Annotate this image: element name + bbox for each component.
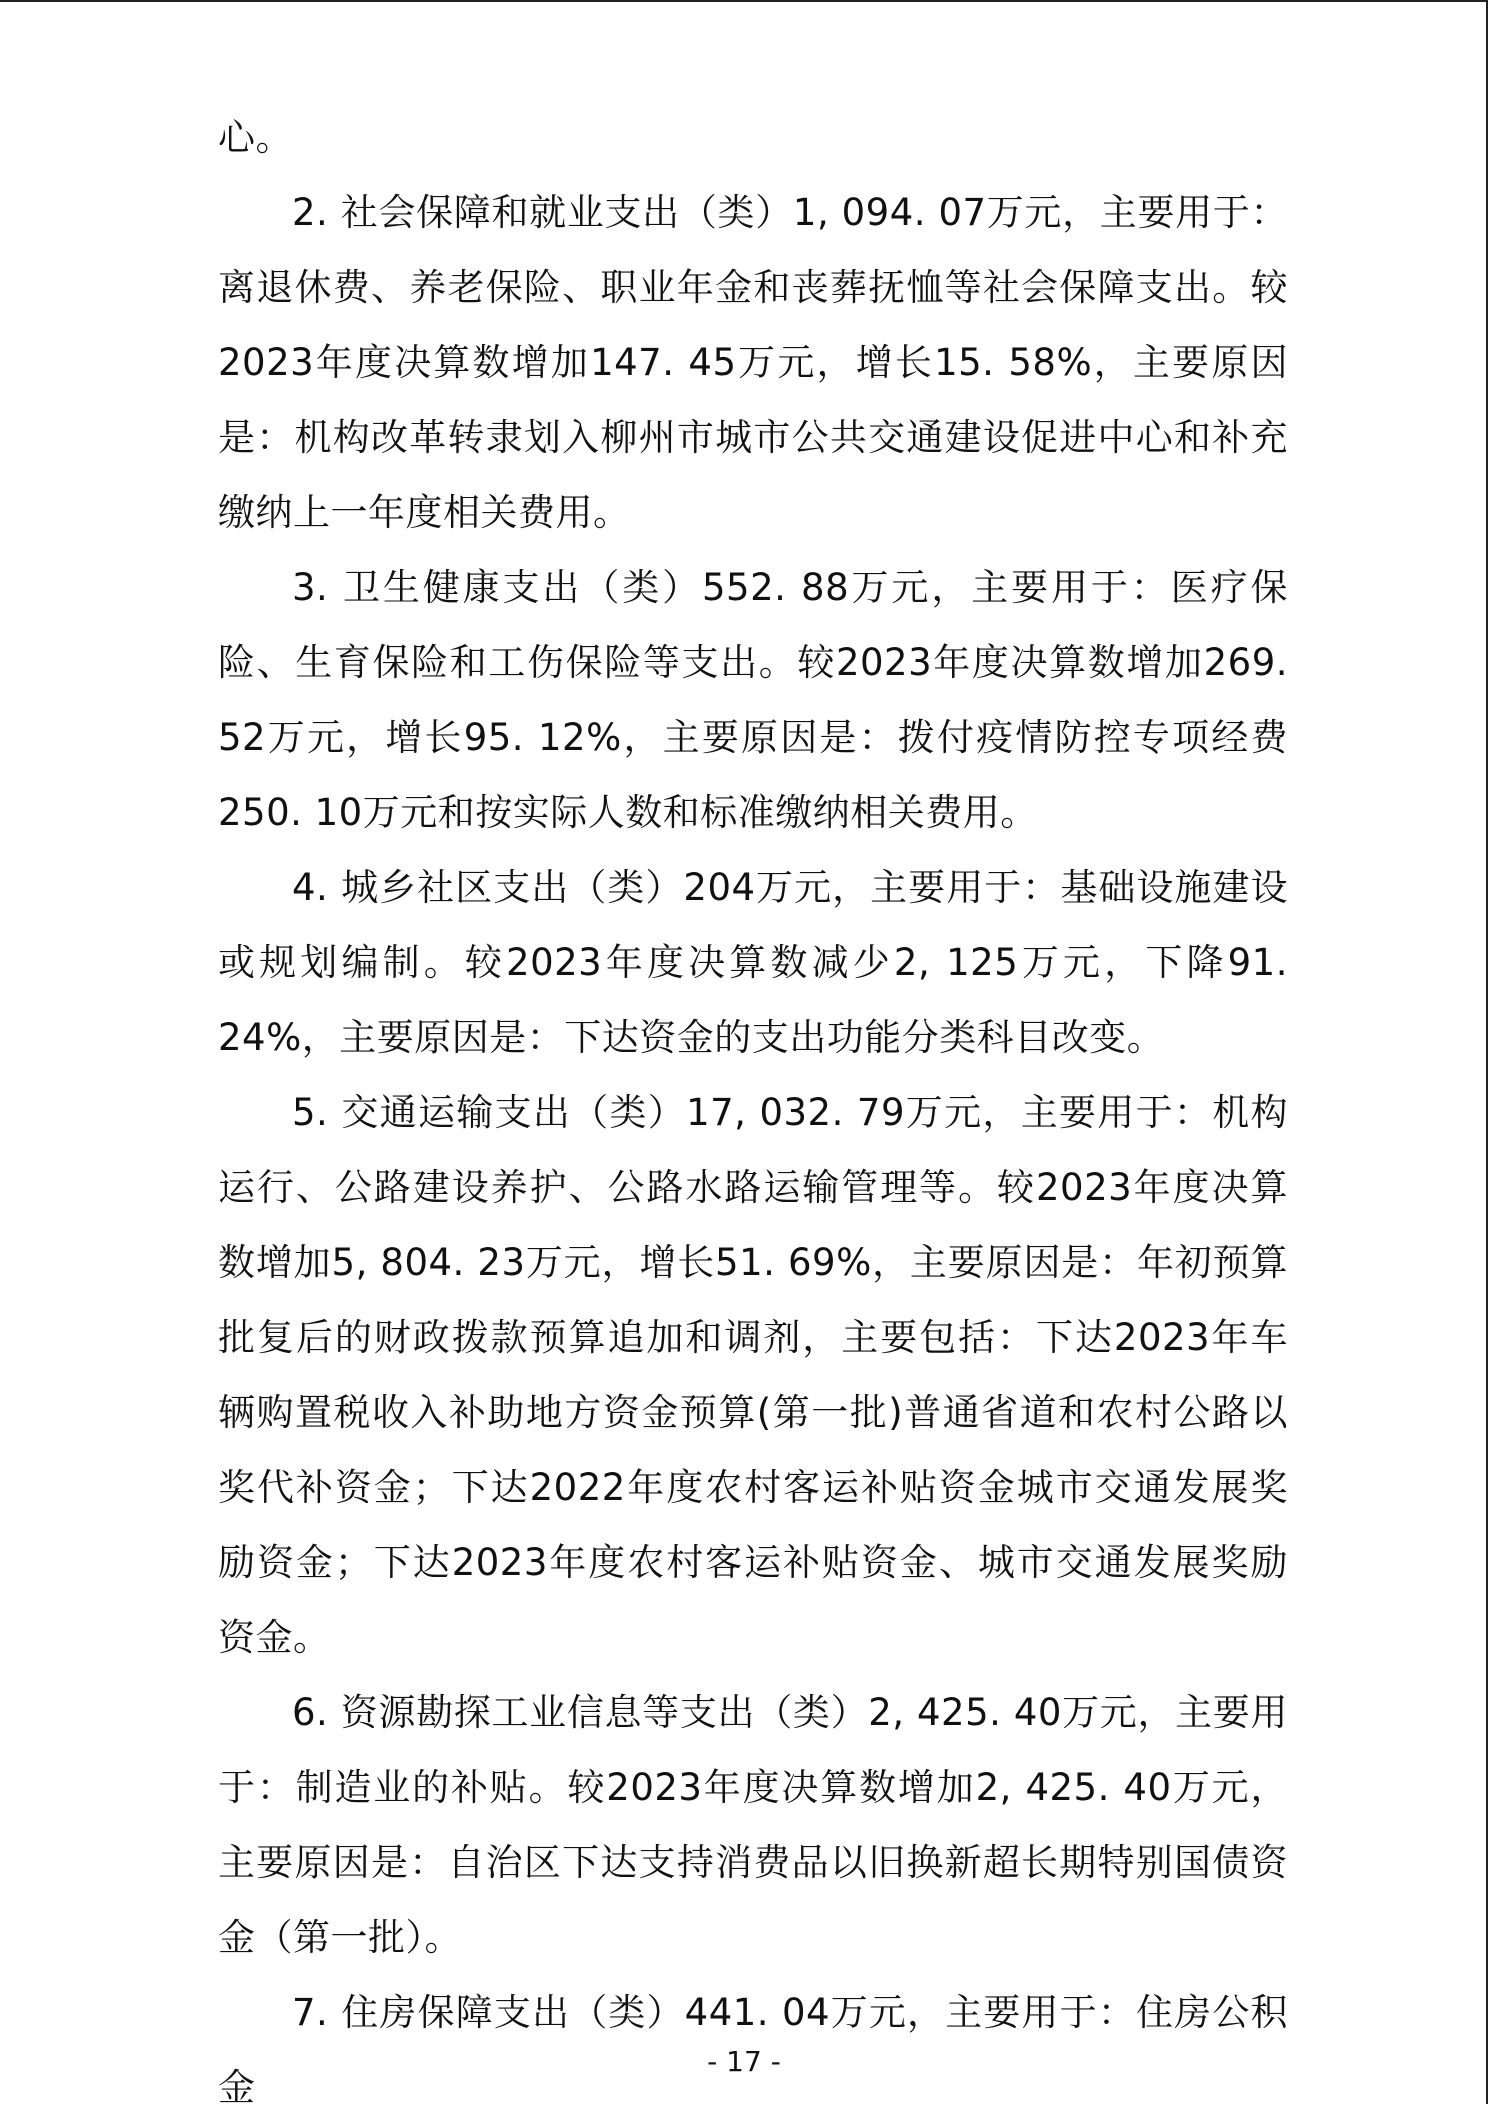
- paragraph-housing: 7. 住房保障支出（类）441. 04万元，主要用于：住房公积金: [218, 1991, 1288, 2109]
- paragraph-health: 3. 卫生健康支出（类）552. 88万元，主要用于：医疗保险、生育保险和工伤保险等支出。较2023年度决算数增加269. 52万元，增长95. 12%，主要原因是：拨付疫情防控专项经费250. 10万元和按实际人数和标准缴纳相关费用。: [218, 566, 1288, 834]
- document-body: [218, 100, 1288, 2125]
- page-top-border: [0, 0, 1488, 2]
- paragraph-urban-rural: 4. 城乡社区支出（类）204万元，主要用于：基础设施建设或规划编制。较2023年度决算数减少2, 125万元，下降91. 24%，主要原因是：下达资金的支出功能分类科目改变。: [218, 866, 1288, 1059]
- paragraph-continuation: 心。: [218, 116, 293, 159]
- page-number: - 17 -: [707, 2045, 781, 2078]
- paragraph-social-security: 2. 社会保障和就业支出（类）1, 094. 07万元，主要用于：离退休费、养老保险、职业年金和丧葬抚恤等社会保障支出。较2023年度决算数增加147. 45万元，增长15. 58%，主要原因是：机构改革转隶划入柳州市城市公共交通建设促进中心和补充缴纳上一年度相关费用。: [218, 191, 1288, 534]
- paragraph-transport: 5. 交通运输支出（类）17, 032. 79万元，主要用于：机构运行、公路建设养护、公路水路运输管理等。较2023年度决算数增加5, 804. 23万元，增长51. 69%，主要原因是：年初预算批复后的财政拨款预算追加和调剂，主要包括：下达2023年车辆购置税收入补助地方资金预算(第一批)普通省道和农村公路以奖代补资金；下达2022年度农村客运补贴资金城市交通发展奖励资金；下达2023年度农村客运补贴资金、城市交通发展奖励资金。: [218, 1091, 1288, 1659]
- paragraph-resources-industry: 6. 资源勘探工业信息等支出（类）2, 425. 40万元，主要用于：制造业的补贴。较2023年度决算数增加2, 425. 40万元，主要原因是：自治区下达支持消费品以旧换新超长期特别国债资金（第一批）。: [218, 1691, 1288, 1959]
